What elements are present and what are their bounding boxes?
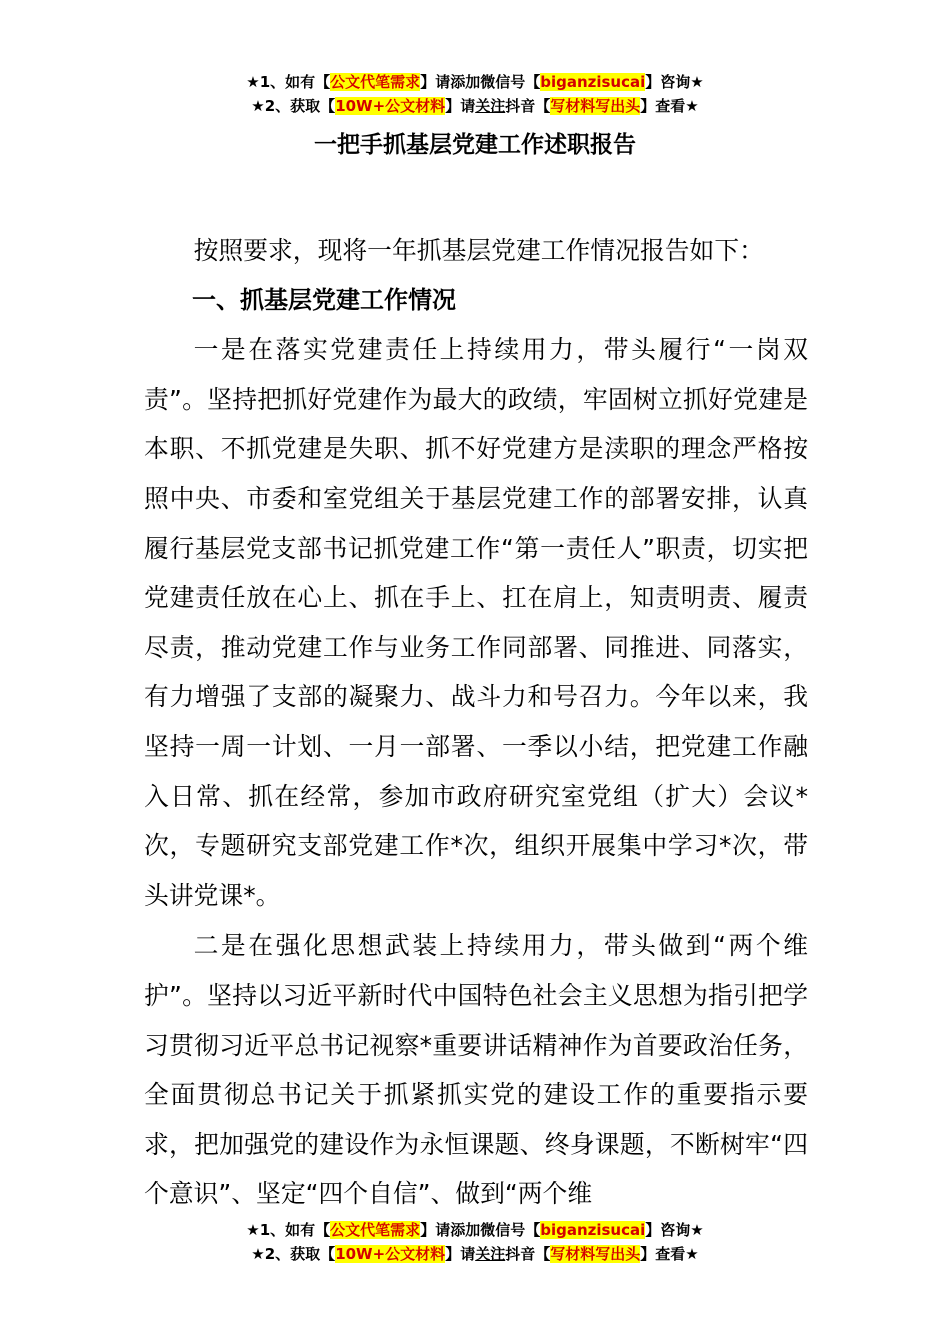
wechat-id-highlight: biganzisucai — [540, 1221, 646, 1239]
banner-text: 】请 — [445, 1245, 476, 1263]
document-body — [144, 226, 808, 1219]
banner-text: ★2、获取【 — [251, 1245, 336, 1263]
banner-line-1 — [0, 1218, 950, 1242]
banner-text: 】请 — [445, 97, 476, 115]
body-paragraph-1: 一是在落实党建责任上持续用力，带头履行“一岗双责”。坚持把抓好党建作为最大的政绩，牢固树立抓好党建是本职、不抓党建是失职、抓不好党建方是渎职的理念严格按照中央、市委和室党组关于基层党建工作的部署安排，认真履行基层党支部书记抓党建工作“第一责任人”职责，切实把党建责任放在心上、抓在手上、扛在肩上，知责明责、履责尽责，推动党建工作与业务工作同部署、同推进、同落实，有力增强了支部的凝聚力、战斗力和号召力。今年以来，我坚持一周一计划、一月一部署、一季以小结，把党建工作融入日常、抓在经常，参加市政府研究室党组（扩大）会议*次，专题研究支部党建工作*次，组织开展集中学习*次，带头讲党课*。 — [144, 335, 808, 910]
body-paragraph-2: 二是在强化思想武装上持续用力，带头做到“两个维护”。坚持以习近平新时代中国特色社会主义思想为指引把学习贯彻习近平总书记视察*重要讲话精神作为首要政治任务，全面贯彻总书记关于抓紧抓实党的建设工作的重要指示要求，把加强党的建设作为永恒课题、终身课题，不断树牢“四个意识”、坚定“四个自信”、做到“两个维 — [144, 931, 808, 1209]
banner-highlight: 10W+公文材料 — [335, 1245, 446, 1263]
wechat-id-highlight: biganzisucai — [540, 73, 646, 91]
banner-text: 】查看★ — [640, 97, 699, 115]
banner-text: 】查看★ — [640, 1245, 699, 1263]
footer-banner — [0, 1218, 950, 1266]
banner-text: 】咨询★ — [645, 73, 704, 91]
intro-paragraph: 按照要求，现将一年抓基层党建工作情况报告如下： — [193, 236, 764, 265]
banner-text: ★1、如有【 — [246, 1221, 331, 1239]
section-heading: 一、抓基层党建工作情况 — [192, 285, 456, 314]
banner-highlight: 公文代笔需求 — [330, 73, 421, 91]
header-banner — [0, 70, 950, 118]
banner-highlight: 10W+公文材料 — [335, 97, 446, 115]
banner-text: 抖音【 — [505, 97, 551, 115]
banner-underlined-text: 关注 — [475, 1245, 506, 1263]
banner-line-2 — [0, 94, 950, 118]
banner-text: 】请添加微信号【 — [420, 73, 541, 91]
banner-text: 抖音【 — [505, 1245, 551, 1263]
banner-text: 】咨询★ — [645, 1221, 704, 1239]
douyin-name-highlight: 写材料写出头 — [550, 1245, 641, 1263]
douyin-name-highlight: 写材料写出头 — [550, 97, 641, 115]
banner-line-1 — [0, 70, 950, 94]
banner-text: ★1、如有【 — [246, 73, 331, 91]
document-title: 一把手抓基层党建工作述职报告 — [314, 132, 636, 158]
banner-text: 】请添加微信号【 — [420, 1221, 541, 1239]
banner-underlined-text: 关注 — [475, 97, 506, 115]
banner-highlight: 公文代笔需求 — [330, 1221, 421, 1239]
banner-text: ★2、获取【 — [251, 97, 336, 115]
banner-line-2 — [0, 1242, 950, 1266]
